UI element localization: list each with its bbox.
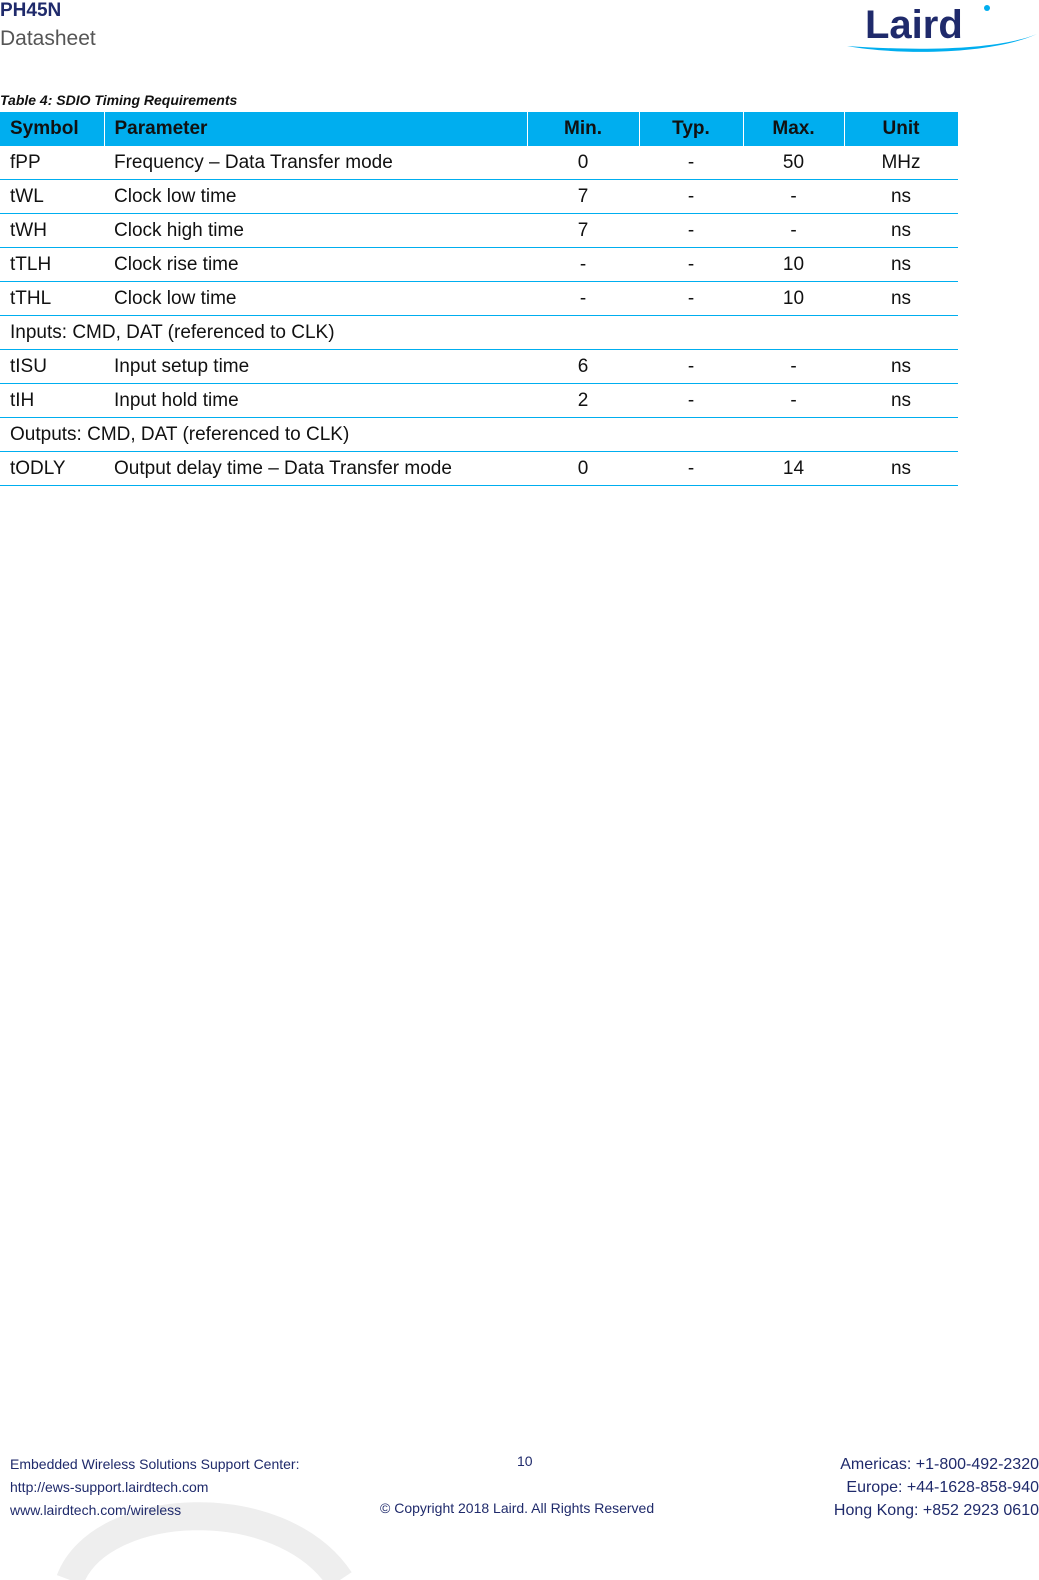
support-label: Embedded Wireless Solutions Support Center: xyxy=(10,1456,300,1472)
table-row xyxy=(0,248,958,282)
cell-symbol: tISU xyxy=(0,350,104,384)
cell-symbol: tWH xyxy=(0,214,104,248)
cell-min: - xyxy=(527,248,639,282)
table-section-row xyxy=(0,418,958,452)
copyright: © Copyright 2018 Laird. All Rights Reserved xyxy=(380,1500,655,1516)
cell-typ: - xyxy=(639,282,743,316)
cell-symbol: tTLH xyxy=(0,248,104,282)
cell-typ: - xyxy=(639,214,743,248)
cell-unit: ns xyxy=(844,384,958,418)
cell-min: 2 xyxy=(527,384,639,418)
cell-unit: MHz xyxy=(844,146,958,180)
col-header-min: Min. xyxy=(527,112,639,146)
table-row xyxy=(0,214,958,248)
cell-symbol: tODLY xyxy=(0,452,104,486)
cell-min: 7 xyxy=(527,180,639,214)
cell-min: 0 xyxy=(527,452,639,486)
cell-unit: ns xyxy=(844,180,958,214)
table-header-row xyxy=(0,112,958,146)
table-row xyxy=(0,282,958,316)
cell-typ: - xyxy=(639,384,743,418)
section-label: Outputs: CMD, DAT (referenced to CLK) xyxy=(0,418,958,452)
cell-typ: - xyxy=(639,180,743,214)
cell-parameter: Output delay time – Data Transfer mode xyxy=(104,452,527,486)
website-link[interactable]: www.lairdtech.com/wireless xyxy=(10,1502,182,1518)
cell-symbol: fPP xyxy=(0,146,104,180)
cell-unit: ns xyxy=(844,452,958,486)
cell-min: 7 xyxy=(527,214,639,248)
table-section-row xyxy=(0,316,958,350)
cell-typ: - xyxy=(639,452,743,486)
cell-symbol: tWL xyxy=(0,180,104,214)
logo-wordmark: Laird xyxy=(865,3,963,47)
col-header-unit: Unit xyxy=(844,112,958,146)
cell-parameter: Frequency – Data Transfer mode xyxy=(104,146,527,180)
cell-max: - xyxy=(743,384,844,418)
page-number: 10 xyxy=(517,1453,533,1469)
cell-max: 10 xyxy=(743,248,844,282)
document-type: Datasheet xyxy=(0,27,96,50)
cell-parameter: Clock rise time xyxy=(104,248,527,282)
cell-max: 10 xyxy=(743,282,844,316)
cell-max: 50 xyxy=(743,146,844,180)
footer-support xyxy=(10,1453,299,1522)
cell-typ: - xyxy=(639,248,743,282)
cell-parameter: Input setup time xyxy=(104,350,527,384)
col-header-max: Max. xyxy=(743,112,844,146)
table-row xyxy=(0,350,958,384)
sdio-timing-table xyxy=(0,112,959,486)
cell-max: 14 xyxy=(743,452,844,486)
cell-unit: ns xyxy=(844,248,958,282)
cell-parameter: Clock high time xyxy=(104,214,527,248)
phone-europe: Europe: +44-1628-858-940 xyxy=(846,1479,1039,1496)
cell-min: 6 xyxy=(527,350,639,384)
cell-min: - xyxy=(527,282,639,316)
section-label: Inputs: CMD, DAT (referenced to CLK) xyxy=(0,316,958,350)
cell-typ: - xyxy=(639,350,743,384)
phone-hongkong: Hong Kong: +852 2923 0610 xyxy=(833,1502,1039,1519)
table-body xyxy=(0,146,958,486)
cell-max: - xyxy=(743,180,844,214)
table-row xyxy=(0,180,958,214)
table-row xyxy=(0,146,958,180)
table-caption: Table 4: SDIO Timing Requirements xyxy=(0,92,238,108)
col-header-parameter: Parameter xyxy=(104,112,527,146)
col-header-symbol: Symbol xyxy=(0,112,104,146)
cell-parameter: Clock low time xyxy=(104,180,527,214)
cell-symbol: tIH xyxy=(0,384,104,418)
cell-unit: ns xyxy=(844,214,958,248)
support-link[interactable]: http://ews-support.lairdtech.com xyxy=(10,1479,209,1495)
cell-unit: ns xyxy=(844,282,958,316)
cell-unit: ns xyxy=(844,350,958,384)
table-row xyxy=(0,384,958,418)
cell-max: - xyxy=(743,350,844,384)
cell-typ: - xyxy=(639,146,743,180)
phone-americas: Americas: +1-800-492-2320 xyxy=(840,1456,1039,1473)
cell-max: - xyxy=(743,214,844,248)
table-row xyxy=(0,452,958,486)
laird-logo xyxy=(843,0,1039,58)
cell-min: 0 xyxy=(527,146,639,180)
col-header-typ: Typ. xyxy=(639,112,743,146)
cell-parameter: Input hold time xyxy=(104,384,527,418)
footer-contacts xyxy=(834,1453,1039,1522)
cell-symbol: tTHL xyxy=(0,282,104,316)
product-name: PH45N xyxy=(0,0,62,21)
cell-parameter: Clock low time xyxy=(104,282,527,316)
